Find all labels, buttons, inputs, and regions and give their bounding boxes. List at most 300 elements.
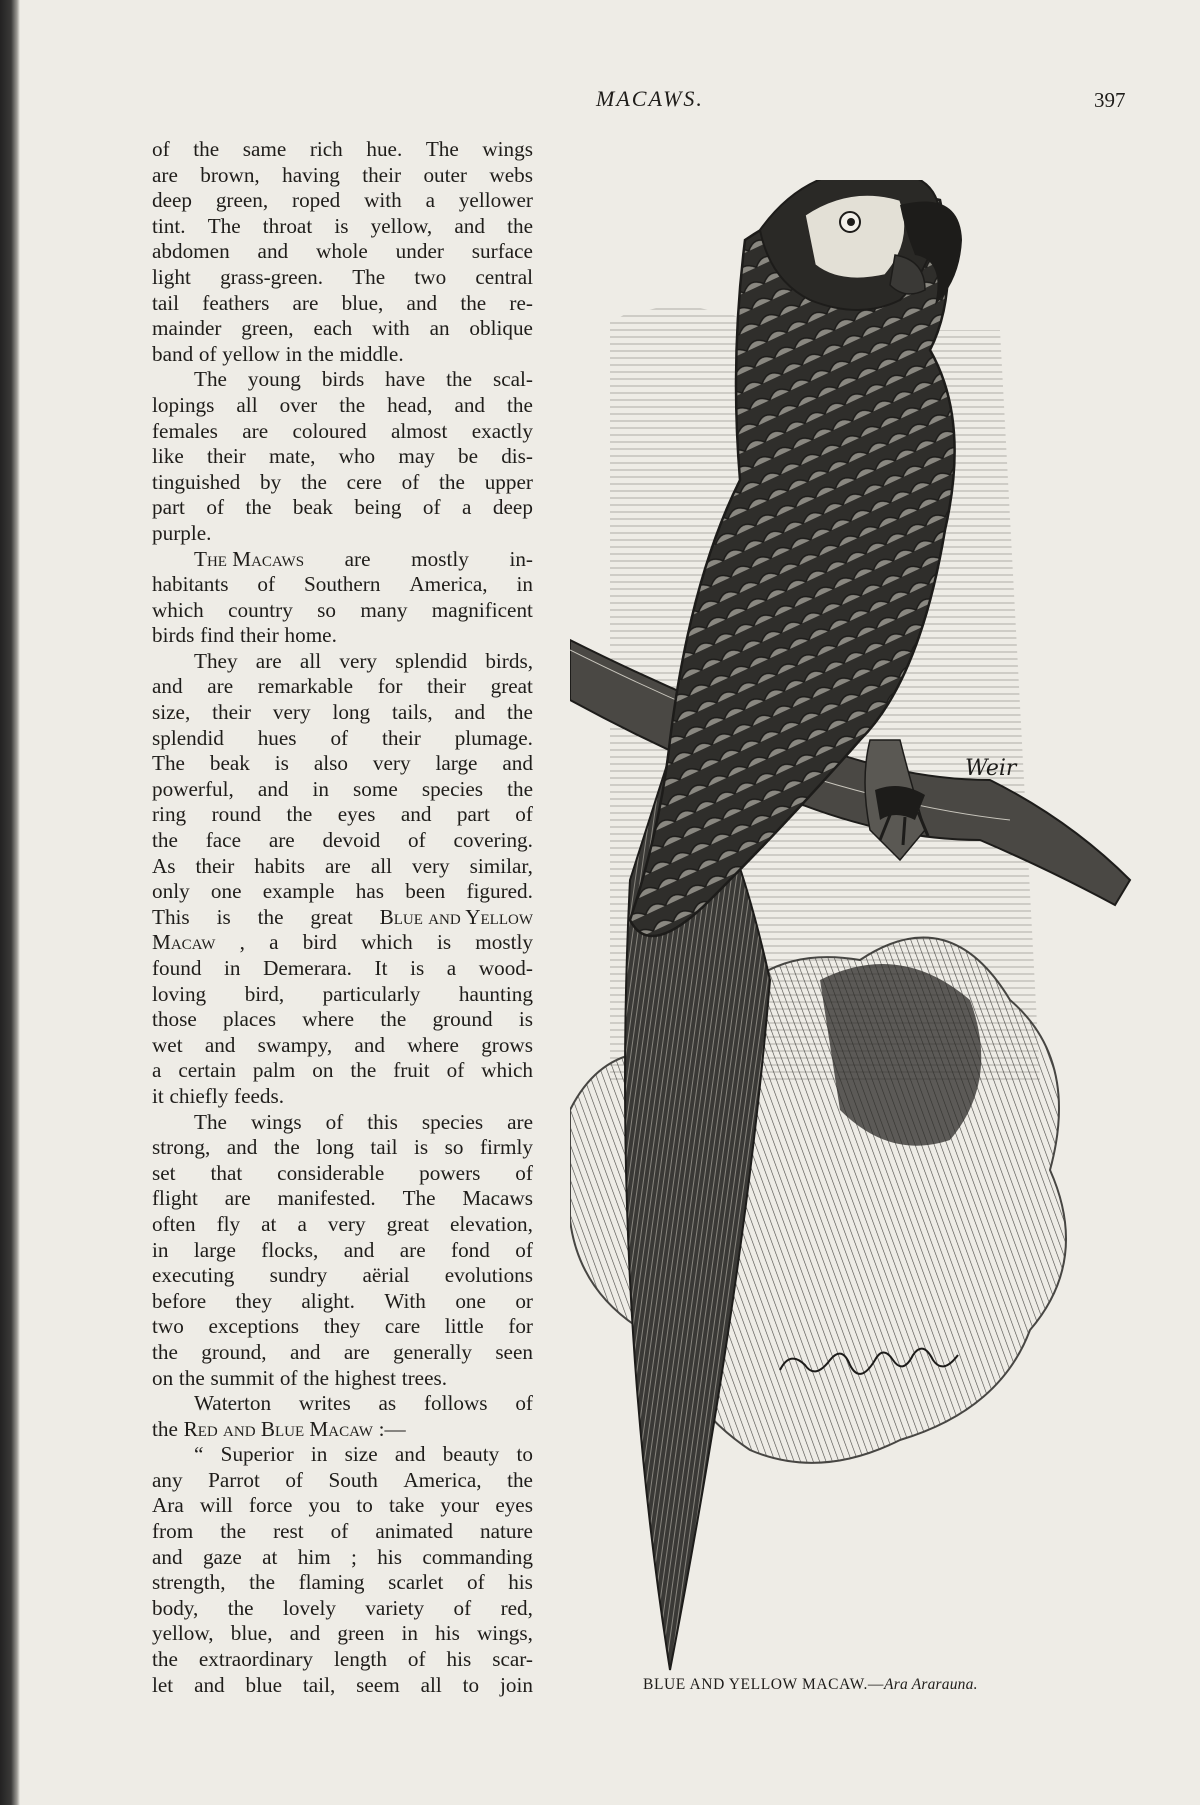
- text-line: [152, 163, 533, 189]
- word: Superior: [220, 1442, 294, 1467]
- word: having: [282, 162, 340, 187]
- word: blue,: [341, 290, 384, 315]
- word: and: [289, 1339, 321, 1364]
- word: cere: [346, 469, 382, 494]
- word: the: [227, 1595, 254, 1620]
- word: wings: [482, 137, 533, 161]
- word: palm: [252, 1058, 296, 1083]
- text-line: [152, 956, 533, 982]
- word: fly: [216, 1211, 241, 1236]
- word: loving: [152, 981, 207, 1006]
- word: little: [444, 1314, 484, 1339]
- word: The: [207, 213, 241, 238]
- word: country: [228, 597, 293, 622]
- text-line: [152, 905, 533, 931]
- word: they: [235, 1288, 272, 1313]
- word: They: [194, 648, 238, 673]
- word: of: [515, 1160, 533, 1185]
- word: of: [330, 725, 349, 750]
- word: eyes: [337, 802, 376, 827]
- word: on: [312, 1058, 334, 1083]
- word: This: [152, 904, 190, 929]
- word: body,: [152, 1595, 199, 1620]
- word: so: [444, 1135, 464, 1160]
- word: the: [380, 1007, 407, 1032]
- word: many: [360, 597, 408, 622]
- word: let: [152, 1672, 174, 1697]
- word: their: [212, 700, 251, 725]
- text-line: [152, 547, 533, 573]
- word: birds: [152, 623, 195, 648]
- word: by: [260, 469, 282, 494]
- word: of: [446, 1058, 465, 1083]
- word: may: [398, 444, 435, 469]
- word: beak: [292, 495, 333, 520]
- word: roped: [292, 188, 341, 213]
- word: and: [343, 1237, 375, 1262]
- word: are: [507, 1109, 533, 1134]
- word: of: [285, 1467, 303, 1492]
- word: his: [446, 1647, 472, 1672]
- word: to: [516, 1442, 533, 1467]
- text-line: [152, 1442, 533, 1468]
- word: wings: [250, 1109, 302, 1134]
- word: Waterton: [194, 1391, 272, 1416]
- word: species: [421, 776, 484, 801]
- word: your: [440, 1493, 480, 1518]
- word: wings,: [477, 1621, 533, 1646]
- word: and: [257, 776, 289, 801]
- text-line: [152, 1212, 533, 1238]
- text-line: [152, 802, 533, 828]
- word: like: [152, 444, 184, 469]
- word: females: [152, 418, 218, 443]
- word: tails,: [392, 700, 433, 725]
- word: great: [310, 904, 353, 929]
- word: The: [402, 1186, 436, 1211]
- word: find: [200, 623, 235, 648]
- word: at: [261, 1211, 277, 1236]
- word: in: [310, 1442, 328, 1467]
- word: outer: [423, 162, 467, 187]
- word: firmly: [479, 1135, 533, 1160]
- word: green: [337, 1621, 385, 1646]
- word: this: [367, 1109, 398, 1134]
- word: habits: [254, 853, 305, 878]
- word: The: [194, 367, 227, 392]
- text-line: [152, 342, 533, 368]
- word: any: [152, 1467, 183, 1492]
- word: face: [205, 828, 241, 853]
- word: take: [388, 1493, 425, 1518]
- word: him: [297, 1544, 331, 1569]
- word: bird,: [244, 981, 285, 1006]
- word: rich: [309, 137, 343, 161]
- word: The: [425, 137, 459, 161]
- word: head,: [387, 392, 433, 417]
- word: is: [216, 904, 231, 929]
- word: highest: [334, 1365, 397, 1390]
- word: beak: [209, 751, 250, 776]
- text-line: [152, 1238, 533, 1264]
- text-line: [152, 1289, 533, 1315]
- word: will: [199, 1493, 233, 1518]
- word: a: [297, 1211, 307, 1236]
- word: The: [152, 751, 185, 776]
- word: trees.: [401, 1365, 448, 1390]
- word: re-: [509, 290, 533, 315]
- word: With: [384, 1288, 426, 1313]
- text-line: [152, 1493, 533, 1519]
- word: haunting: [458, 981, 533, 1006]
- text-line: [152, 188, 533, 214]
- word: are: [224, 1186, 251, 1211]
- word: where: [302, 1007, 355, 1032]
- word: remarkable: [257, 674, 354, 699]
- word: long: [332, 700, 371, 725]
- word: Demerara.: [263, 956, 352, 980]
- word: webs: [489, 162, 533, 187]
- word: middle.: [339, 341, 404, 366]
- word: the: [507, 700, 533, 725]
- word: of: [206, 495, 225, 520]
- word: evolutions: [444, 1263, 533, 1288]
- small-caps-term: Red and Blue Macaw: [183, 1416, 373, 1441]
- small-caps-term: Blue and Yellow: [379, 904, 533, 929]
- word: very: [372, 751, 411, 776]
- word: is: [414, 1135, 429, 1160]
- word: under: [395, 239, 444, 264]
- text-line: [152, 700, 533, 726]
- word: you: [308, 1493, 341, 1518]
- word: coloured: [292, 418, 367, 443]
- word: lovely: [282, 1595, 336, 1620]
- text-line: [152, 1314, 533, 1340]
- word: their: [427, 674, 466, 699]
- text-line: [152, 1468, 533, 1494]
- word: America,: [403, 1467, 482, 1492]
- word: found: [152, 956, 202, 980]
- text-line: [152, 521, 533, 547]
- word: birds,: [485, 648, 533, 673]
- word: are: [207, 674, 234, 699]
- word: has: [355, 879, 384, 904]
- text-line: [152, 930, 533, 956]
- word: the: [507, 213, 533, 238]
- word: are: [255, 648, 282, 673]
- word: purple.: [152, 520, 212, 545]
- text-line: [152, 1007, 533, 1033]
- word: generally: [393, 1339, 472, 1364]
- word: over: [279, 392, 318, 417]
- word: often: [152, 1211, 196, 1236]
- word: their: [362, 162, 402, 187]
- word: force: [248, 1493, 293, 1518]
- word: his: [377, 1544, 403, 1569]
- word: one: [210, 879, 242, 904]
- word: of: [407, 1647, 426, 1672]
- word: exactly: [471, 418, 533, 443]
- word: a: [269, 930, 279, 955]
- word: and: [400, 802, 432, 827]
- word: The: [352, 264, 386, 289]
- word: and: [454, 213, 485, 238]
- word: variety: [365, 1595, 425, 1620]
- text-line: [152, 1263, 533, 1289]
- word: green,: [215, 188, 269, 213]
- word: the: [152, 828, 178, 853]
- text-line: [152, 1033, 533, 1059]
- word: wet: [152, 1032, 183, 1057]
- word: round: [211, 802, 262, 827]
- word: ,: [239, 930, 245, 955]
- word: in: [401, 1621, 419, 1646]
- word: is: [410, 956, 425, 980]
- word: and: [454, 700, 486, 725]
- word: to: [356, 1493, 373, 1518]
- word: example: [262, 879, 335, 904]
- word: is: [274, 751, 289, 776]
- text-line: [152, 1084, 533, 1110]
- word: are: [268, 828, 295, 853]
- word: band: [152, 341, 194, 366]
- word: two: [414, 264, 447, 289]
- macaw-illustration: [570, 180, 1140, 1680]
- text-line: [152, 265, 533, 291]
- word: and: [152, 674, 183, 699]
- word: are: [242, 418, 269, 443]
- word: beauty: [442, 1442, 500, 1467]
- word: the: [152, 1339, 178, 1364]
- text-line: [152, 495, 533, 521]
- text-line: [152, 572, 533, 598]
- word: It: [374, 956, 388, 980]
- word: their: [239, 623, 279, 648]
- word: of: [515, 1237, 533, 1262]
- word: is: [518, 1007, 533, 1032]
- word: in: [516, 572, 533, 597]
- word: before: [152, 1288, 207, 1313]
- word: “: [194, 1442, 204, 1467]
- word: ring: [152, 802, 187, 827]
- word: size: [344, 1442, 378, 1467]
- body-text-column: [152, 137, 533, 1698]
- text-line: [152, 419, 533, 445]
- word: yellow,: [370, 213, 433, 238]
- text-line: [152, 137, 533, 163]
- word: writes: [298, 1391, 351, 1416]
- word: their: [206, 444, 246, 469]
- word: are: [292, 290, 319, 315]
- word: great: [386, 1211, 429, 1236]
- word: seem: [356, 1672, 400, 1697]
- text-line: [152, 214, 533, 240]
- word: feathers: [202, 290, 270, 315]
- word: deep: [492, 495, 533, 520]
- word: yellower: [458, 188, 533, 213]
- word: and: [289, 1621, 321, 1646]
- text-line: [152, 1673, 533, 1699]
- word: scarlet: [388, 1570, 444, 1595]
- text-line: [152, 982, 533, 1008]
- word: are: [343, 1339, 370, 1364]
- word: summit: [210, 1365, 275, 1390]
- word: of: [453, 1595, 472, 1620]
- word: large: [193, 1237, 236, 1262]
- word: the: [257, 904, 284, 929]
- word: in: [224, 956, 241, 980]
- word: Macaws: [462, 1186, 533, 1211]
- word: surface: [471, 239, 533, 264]
- text-line: [152, 1545, 533, 1571]
- word: fond: [451, 1237, 490, 1262]
- word: in: [312, 776, 329, 801]
- word: habitants: [152, 572, 229, 597]
- text-line: [152, 1570, 533, 1596]
- word: blue,: [230, 1621, 273, 1646]
- word: large: [435, 751, 478, 776]
- word: bird: [302, 930, 337, 955]
- word: of: [408, 828, 426, 853]
- word: rest: [273, 1519, 304, 1544]
- word: the: [300, 469, 327, 494]
- word: swampy,: [257, 1032, 333, 1057]
- word: very: [339, 648, 378, 673]
- word: mostly: [411, 546, 469, 571]
- page-number: 397: [1094, 88, 1126, 112]
- word: of: [401, 469, 420, 494]
- running-title: MACAWS.: [596, 86, 704, 111]
- word: a: [446, 956, 457, 980]
- word: their: [381, 725, 421, 750]
- word: of: [466, 1570, 485, 1595]
- word: on: [152, 1365, 174, 1390]
- word: the: [507, 1467, 533, 1492]
- word: those: [152, 1007, 197, 1032]
- word: places: [223, 1007, 276, 1032]
- text-line: [152, 1596, 533, 1622]
- word: from: [152, 1519, 194, 1544]
- text-line: [152, 1647, 533, 1673]
- word: and: [152, 1544, 183, 1569]
- word: been: [405, 879, 446, 904]
- text-line: [152, 649, 533, 675]
- word: join: [499, 1672, 533, 1697]
- word: at: [262, 1544, 278, 1569]
- word: the: [350, 1058, 377, 1083]
- word: all: [236, 392, 258, 417]
- text-line: [152, 1519, 533, 1545]
- word: powerful,: [152, 776, 234, 801]
- word: chiefly: [169, 1083, 229, 1108]
- text-line: [152, 674, 533, 700]
- word: are: [152, 162, 178, 187]
- word: the: [273, 1135, 300, 1160]
- word: strength,: [152, 1570, 226, 1595]
- word: As: [152, 853, 176, 878]
- word: flight: [152, 1186, 198, 1211]
- text-line: [152, 777, 533, 803]
- word: Parrot: [208, 1467, 260, 1492]
- artist-signature: Weir: [965, 756, 1017, 781]
- word: for: [377, 674, 403, 699]
- word: exceptions: [208, 1314, 300, 1339]
- word: and: [394, 1442, 426, 1467]
- word: scal-: [492, 367, 533, 392]
- word: in: [152, 1237, 169, 1262]
- word: whole: [316, 239, 368, 264]
- text-line: [152, 1366, 533, 1392]
- word: species: [421, 1109, 484, 1134]
- word: fruit: [393, 1058, 430, 1083]
- text-line: [152, 854, 533, 880]
- word: the: [339, 392, 366, 417]
- word: the: [193, 137, 220, 161]
- small-caps-term: The Macaws: [194, 546, 305, 571]
- word: lopings: [152, 392, 215, 417]
- word: the: [303, 1365, 330, 1390]
- word: magnificent: [431, 597, 533, 622]
- word: Southern: [303, 572, 381, 597]
- word: tail: [152, 290, 180, 315]
- word: being: [354, 495, 402, 520]
- word: and: [257, 239, 289, 264]
- word: green,: [241, 316, 294, 341]
- word: which: [152, 597, 204, 622]
- word: and: [502, 751, 533, 776]
- word: who: [338, 444, 376, 469]
- word: grows: [481, 1032, 533, 1057]
- text-line: [152, 1621, 533, 1647]
- word: be: [458, 444, 479, 469]
- word: the: [245, 495, 272, 520]
- word: :—: [378, 1416, 406, 1441]
- word: some: [353, 776, 398, 801]
- word: splendid: [152, 725, 224, 750]
- word: all: [299, 648, 322, 673]
- caption-scientific-name: Ara Ararauna.: [884, 1676, 978, 1693]
- word: have: [385, 367, 426, 392]
- word: seen: [495, 1339, 533, 1364]
- word: the: [446, 367, 472, 392]
- word: one: [455, 1288, 486, 1313]
- word: their: [195, 853, 235, 878]
- word: size,: [152, 700, 191, 725]
- word: where: [407, 1032, 459, 1057]
- word: yellow,: [152, 1621, 214, 1646]
- word: throat: [262, 213, 313, 238]
- word: America,: [409, 572, 488, 597]
- word: dis-: [501, 444, 533, 469]
- word: Ara: [152, 1493, 184, 1518]
- word: a: [462, 495, 472, 520]
- word: mostly: [475, 930, 533, 955]
- text-line: [152, 1417, 533, 1443]
- word: tinguished: [152, 469, 241, 494]
- word: for: [508, 1314, 533, 1339]
- word: extraordinary: [198, 1647, 313, 1672]
- text-line: [152, 1110, 533, 1136]
- word: with: [372, 316, 410, 341]
- word: ground: [432, 1007, 493, 1032]
- word: the: [507, 776, 533, 801]
- word: or: [515, 1288, 533, 1313]
- small-caps-term: Macaw: [152, 930, 216, 955]
- text-line: [152, 1186, 533, 1212]
- word: red,: [500, 1595, 533, 1620]
- word: aërial: [362, 1263, 410, 1288]
- word: feeds.: [234, 1083, 285, 1108]
